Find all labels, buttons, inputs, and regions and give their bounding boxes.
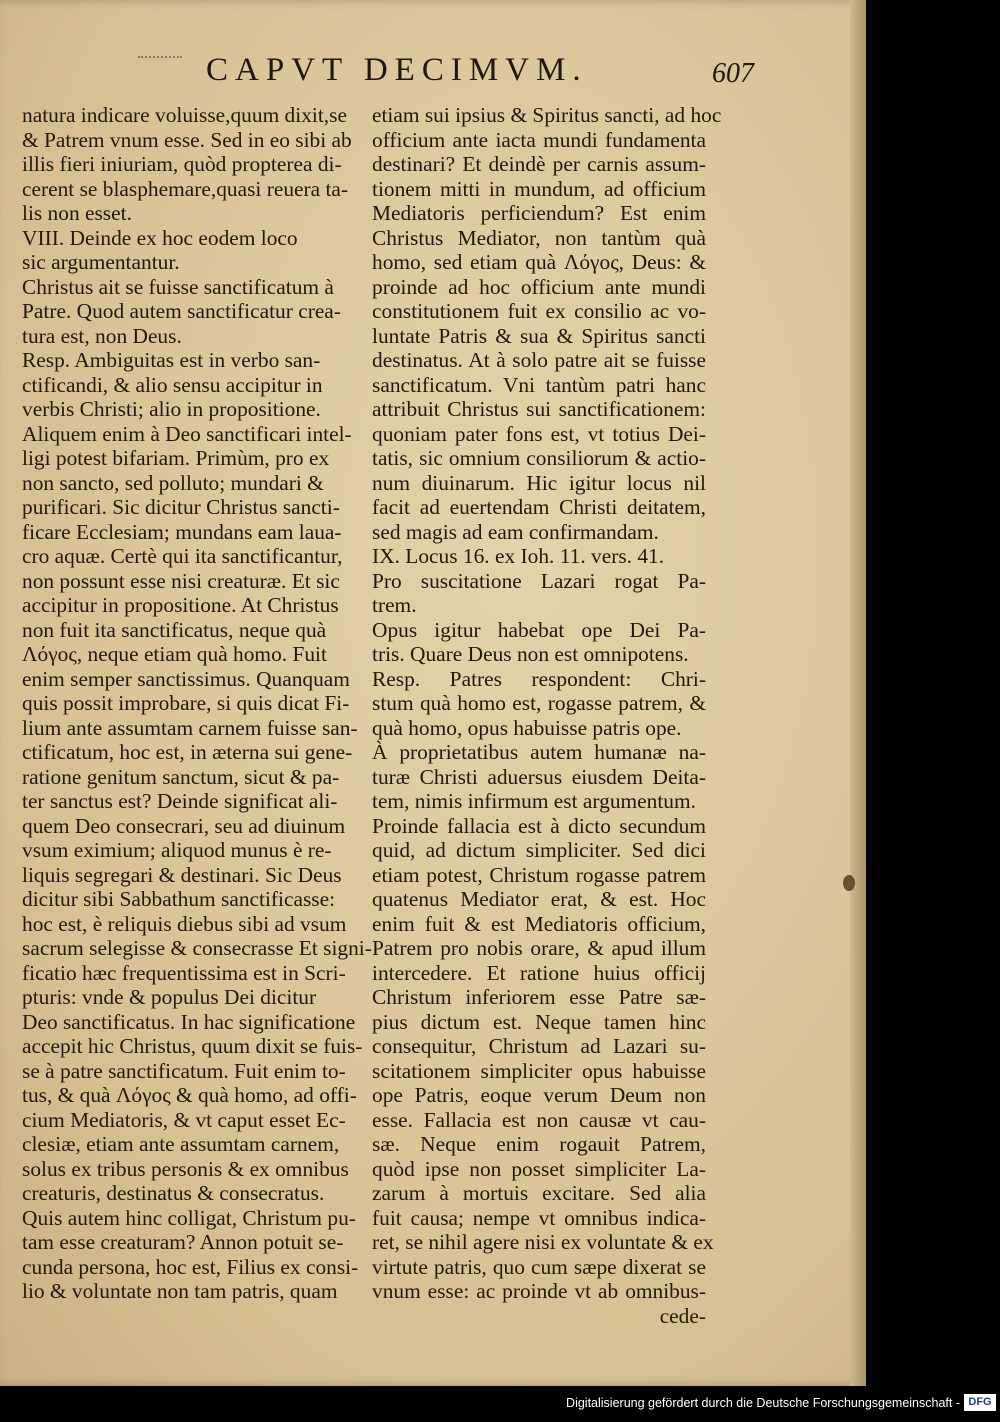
text-line: ctificatum, hoc est, in æterna sui gene- <box>22 740 353 764</box>
text-line: ficatio hæc frequentissima est in Scri- <box>22 960 346 985</box>
text-line: cede- <box>659 1303 706 1328</box>
text-line: trem. <box>372 593 417 617</box>
text-line: non sancto, sed polluto; mundari & <box>22 470 324 495</box>
text-line: illis fieri iniuriam, quòd propterea di- <box>22 152 342 176</box>
text-line: cro aquæ. Certè qui ita sanctificantur, <box>22 544 343 568</box>
text-line: tura est, non Deus. <box>22 323 182 348</box>
text-line: proinde ad hoc officium ante mundi <box>372 274 706 299</box>
text-line: non possunt esse nisi creaturæ. Et sic <box>22 568 340 593</box>
text-line: ficare Ecclesiam; mundans eam laua- <box>22 519 342 544</box>
text-line: purificari. Sic dicitur Christus sancti- <box>22 495 340 519</box>
text-line: clesiæ, etiam ante assumtam carnem, <box>22 1132 340 1156</box>
text-line: attribuit Christus sui sanctificationem: <box>372 397 706 421</box>
text-line: num diuinarum. Hic igitur locus nil <box>372 470 706 495</box>
text-line: Aliquem enim à Deo sanctificari intel- <box>22 421 352 446</box>
text-line: ret, se nihil agere nisi ex voluntate & ex <box>372 1230 714 1254</box>
text-line: À proprietatibus autem humanæ na- <box>372 740 706 764</box>
text-line: quatenus Mediator erat, & est. Hoc <box>372 887 706 911</box>
text-line: zarum à mortuis excitare. Sed alia <box>372 1181 706 1205</box>
text-line: tam esse creaturam? Annon potuit se- <box>22 1230 344 1254</box>
text-line: stum quà homo est, rogasse patrem, & <box>372 691 706 715</box>
text-line: ratione genitum sanctum, sicut & pa- <box>22 764 340 789</box>
text-line: Christus Mediator, non tantùm quà <box>372 225 706 250</box>
text-line: officium ante iacta mundi fundamenta <box>372 127 706 152</box>
text-line: consequitur, Christum ad Lazari su- <box>372 1034 706 1058</box>
text-line: pturis: vnde & populus Dei dicitur <box>22 985 317 1009</box>
text-line: Patrem pro nobis orare, & apud illum <box>372 936 706 960</box>
text-line: constitutionem fuit ex consilio ac vo- <box>372 299 706 323</box>
text-line: Pro suscitatione Lazari rogat Pa- <box>372 568 706 593</box>
text-line: lis non esset. <box>22 201 132 225</box>
text-line: cium Mediatoris, & vt caput esset Ec- <box>22 1107 346 1132</box>
text-line: luntate Patris & sua & Spiritus sancti <box>372 323 706 348</box>
text-line: facit ad euertendam Christi deitatem, <box>372 495 706 519</box>
text-line: creaturis, destinatus & consecratus. <box>22 1181 325 1205</box>
text-line: quis possit improbare, si quis dicat Fi- <box>22 691 350 715</box>
text-line: quoniam pater fons est, vt totius Dei- <box>372 421 706 446</box>
dfg-logo: DFG <box>964 1394 996 1411</box>
paper-stain <box>843 875 855 891</box>
text-line: enim fuit & est Mediatoris officium, <box>372 911 706 936</box>
text-line: lio & voluntate non tam patris, quam <box>22 1279 338 1303</box>
right-text-column <box>372 103 722 1328</box>
text-line: lium ante assumtam carnem fuisse san- <box>22 715 358 740</box>
text-line: Deo sanctificatus. In hac significatione <box>22 1009 356 1034</box>
text-line: Proinde fallacia est à dicto secundum <box>372 813 706 838</box>
text-line: fuit causa; nempe vt omnibus indica- <box>372 1205 706 1230</box>
page-edge <box>850 0 866 1386</box>
text-line: esse. Fallacia est non causæ vt cau- <box>372 1107 706 1132</box>
text-line: quòd ipse non posset simpliciter La- <box>372 1156 706 1181</box>
text-line: quid, ad dictum simpliciter. Sed dici <box>372 838 706 862</box>
text-line: ter sanctus est? Deinde significat ali- <box>22 789 338 813</box>
text-line: vsum eximium; aliquod munus è re- <box>22 838 332 862</box>
page-number: 607 <box>712 58 754 89</box>
text-line: dicitur sibi Sabbathum sanctificasse: <box>22 887 336 911</box>
text-line: Resp. Ambiguitas est in verbo san- <box>22 348 321 372</box>
text-line: homo, sed etiam quà Λόγος, Deus: & <box>372 250 706 274</box>
digitization-footer <box>0 1386 1000 1422</box>
text-line: hoc est, è reliquis diebus sibi ad vsum <box>22 911 347 936</box>
text-line: virtute patris, quo cum sæpe dixerat se <box>372 1254 706 1279</box>
text-line: sacrum selegisse & consecrasse Et signi- <box>22 936 372 960</box>
text-line: tatis, sic omnium consiliorum & actio- <box>372 446 706 470</box>
text-line: accepit hic Christus, quum dixit se fuis- <box>22 1034 363 1058</box>
text-line: destinari? Et deindè per carnis assum- <box>372 152 706 176</box>
text-line: sic argumentantur. <box>22 250 180 274</box>
text-line: natura indicare voluisse,quum dixit,se <box>22 103 347 127</box>
text-line: destinatus. At à solo patre ait se fuisse <box>372 348 706 372</box>
text-line: non fuit ita sanctificatus, neque quà <box>22 617 327 642</box>
page-header <box>0 52 866 102</box>
text-line: intercedere. Et ratione huius officij <box>372 960 706 985</box>
text-line: etiam sui ipsius & Spiritus sancti, ad hoc <box>372 103 722 127</box>
text-line: turæ Christi aduersus eiusdem Deita- <box>372 764 706 789</box>
text-line: vnum esse: ac proinde vt ab omnibus- <box>372 1279 706 1303</box>
text-line: tem, nimis infirmum est argumentum. <box>372 789 696 813</box>
text-line: Patre. Quod autem sanctificatur crea- <box>22 299 341 323</box>
text-line: solus ex tribus personis & ex omnibus <box>22 1156 349 1181</box>
text-line: ligi potest bifariam. Primùm, pro ex <box>22 446 330 470</box>
text-line: quà homo, opus habuisse patris ope. <box>372 715 682 740</box>
text-line: se à patre sanctificatum. Fuit enim to- <box>22 1058 346 1083</box>
text-line: tus, & quà Λόγος & quà homo, ad offi- <box>22 1083 357 1107</box>
text-line: & Patrem vnum esse. Sed in eo sibi ab <box>22 127 352 152</box>
text-line: liquis segregari & destinari. Sic Deus <box>22 862 342 887</box>
text-line: cerent se blasphemare,quasi reuera ta- <box>22 176 349 201</box>
text-line: tris. Quare Deus non est omnipotens. <box>372 642 689 666</box>
text-line: verbis Christi; alio in propositione. <box>22 397 321 421</box>
text-line: ctificandi, & alio sensu accipitur in <box>22 372 323 397</box>
text-line: pius dictum est. Neque tamen hinc <box>372 1009 706 1034</box>
text-line: quem Deo consecrari, seu ad diuinum <box>22 813 346 838</box>
text-line: sæ. Neque enim rogauit Patrem, <box>372 1132 706 1156</box>
text-line: cunda persona, hoc est, Filius ex consi- <box>22 1254 359 1279</box>
text-line: IX. Locus 16. ex Ioh. 11. vers. 41. <box>372 544 665 568</box>
text-line: Λόγος, neque etiam quà homo. Fuit <box>22 642 327 666</box>
running-head: CAPVT DECIMVM. <box>206 52 588 88</box>
text-line: Christus ait se fuisse sanctificatum à <box>22 274 334 299</box>
text-line: accipitur in propositione. At Christus <box>22 593 339 617</box>
text-line: enim semper sanctissimus. Quanquam <box>22 666 350 691</box>
left-text-column <box>22 103 372 1303</box>
text-line: VIII. Deinde ex hoc eodem loco <box>22 225 298 250</box>
text-line: tionem mitti in mundum, ad officium <box>372 176 706 201</box>
text-line: etiam potest, Christum rogasse patrem <box>372 862 706 887</box>
text-line: Resp. Patres respondent: Chri- <box>372 666 706 691</box>
text-line: sed magis ad eam confirmandam. <box>372 519 659 544</box>
text-line: Mediatoris perficiendum? Est enim <box>372 201 706 225</box>
text-line: Opus igitur habebat ope Dei Pa- <box>372 617 706 642</box>
text-line: Christum inferiorem esse Patre sæ- <box>372 985 706 1009</box>
text-line: scitationem simpliciter opus habuisse <box>372 1058 706 1083</box>
text-line: ope Patris, eoque verum Deum non <box>372 1083 706 1107</box>
funding-credit: Digitalisierung gefördert durch die Deutsche Forschungsgemeinschaft - <box>566 1396 960 1410</box>
text-line: Quis autem hinc colligat, Christum pu- <box>22 1205 356 1230</box>
text-line: sanctificatum. Vni tantùm patri hanc <box>372 372 706 397</box>
